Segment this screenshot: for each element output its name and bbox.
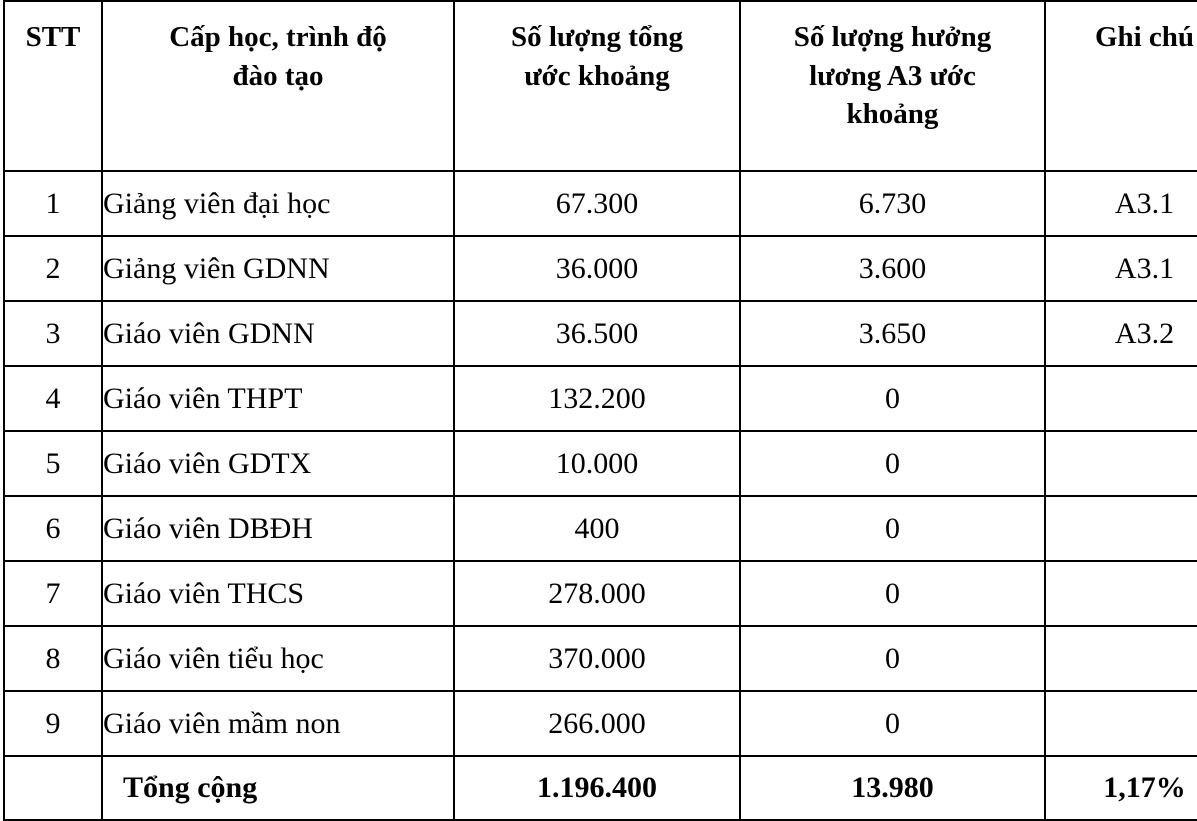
- table-total-row: [4, 756, 1197, 820]
- table-row: [4, 496, 1197, 561]
- table-row: [4, 626, 1197, 691]
- total-cell-index: [4, 756, 102, 820]
- cell-total-count: 36.000: [454, 236, 740, 301]
- cell-note: [1045, 366, 1197, 431]
- cell-level-name: Giáo viên GDNN: [102, 301, 454, 366]
- cell-index: 5: [4, 431, 102, 496]
- cell-level-name: Giảng viên đại học: [102, 171, 454, 236]
- column-header-level-line2: đào tạo: [232, 59, 324, 92]
- cell-index: 9: [4, 691, 102, 756]
- cell-total-count: 278.000: [454, 561, 740, 626]
- cell-level-name: Giáo viên THCS: [102, 561, 454, 626]
- cell-note: A3.1: [1045, 171, 1197, 236]
- cell-index: 2: [4, 236, 102, 301]
- column-header-a3-count-line1: Số lượng hưởng: [793, 21, 992, 53]
- column-header-level: [102, 1, 454, 171]
- column-header-stt: [4, 1, 102, 171]
- cell-index: 8: [4, 626, 102, 691]
- cell-total-count: 400: [454, 496, 740, 561]
- column-header-a3-count-line2: lương A3 ước: [809, 59, 976, 92]
- cell-total-count: 132.200: [454, 366, 740, 431]
- table-header: [4, 1, 1197, 171]
- cell-a3-count: 0: [740, 561, 1045, 626]
- column-header-total-count-line1: Số lượng tổng: [510, 21, 684, 53]
- cell-note: [1045, 626, 1197, 691]
- cell-level-name: Giáo viên tiểu học: [102, 626, 454, 691]
- cell-note: [1045, 431, 1197, 496]
- column-header-total-count: [454, 1, 740, 171]
- cell-note: [1045, 496, 1197, 561]
- cell-note: A3.1: [1045, 236, 1197, 301]
- cell-index: 4: [4, 366, 102, 431]
- cell-total-count: 10.000: [454, 431, 740, 496]
- table-row: [4, 431, 1197, 496]
- cell-a3-count: 0: [740, 691, 1045, 756]
- column-header-note-label: Ghi chú: [1094, 21, 1195, 53]
- cell-level-name: Giáo viên DBĐH: [102, 496, 454, 561]
- cell-a3-count: 0: [740, 626, 1045, 691]
- total-cell-note: 1,17%: [1045, 756, 1197, 820]
- cell-total-count: 36.500: [454, 301, 740, 366]
- table-row: [4, 171, 1197, 236]
- cell-note: [1045, 561, 1197, 626]
- table-body: [4, 171, 1197, 820]
- table-row: [4, 561, 1197, 626]
- cell-a3-count: 0: [740, 366, 1045, 431]
- cell-a3-count: 3.600: [740, 236, 1045, 301]
- cell-total-count: 67.300: [454, 171, 740, 236]
- table-row: [4, 301, 1197, 366]
- cell-a3-count: 0: [740, 496, 1045, 561]
- cell-note: A3.2: [1045, 301, 1197, 366]
- cell-total-count: 370.000: [454, 626, 740, 691]
- statistics-table: [3, 0, 1197, 821]
- cell-level-name: Giáo viên THPT: [102, 366, 454, 431]
- column-header-total-count-line2: ước khoảng: [524, 59, 670, 92]
- column-header-note: [1045, 1, 1197, 171]
- cell-total-count: 266.000: [454, 691, 740, 756]
- table-header-row: [4, 1, 1197, 171]
- column-header-a3-count: [740, 1, 1045, 171]
- column-header-level-line1: Cấp học, trình độ: [169, 21, 387, 53]
- cell-index: 6: [4, 496, 102, 561]
- column-header-a3-count-line3: khoảng: [846, 98, 939, 131]
- cell-index: 3: [4, 301, 102, 366]
- cell-a3-count: 0: [740, 431, 1045, 496]
- total-cell-label: Tổng cộng: [102, 756, 454, 820]
- cell-level-name: Giảng viên GDNN: [102, 236, 454, 301]
- cell-note: [1045, 691, 1197, 756]
- cell-level-name: Giáo viên GDTX: [102, 431, 454, 496]
- cell-a3-count: 3.650: [740, 301, 1045, 366]
- cell-a3-count: 6.730: [740, 171, 1045, 236]
- cell-level-name: Giáo viên mầm non: [102, 691, 454, 756]
- table-row: [4, 366, 1197, 431]
- cell-index: 7: [4, 561, 102, 626]
- total-cell-a3-count: 13.980: [740, 756, 1045, 820]
- cell-index: 1: [4, 171, 102, 236]
- column-header-stt-label: STT: [25, 21, 81, 53]
- total-cell-total-count: 1.196.400: [454, 756, 740, 820]
- table-row: [4, 691, 1197, 756]
- table-row: [4, 236, 1197, 301]
